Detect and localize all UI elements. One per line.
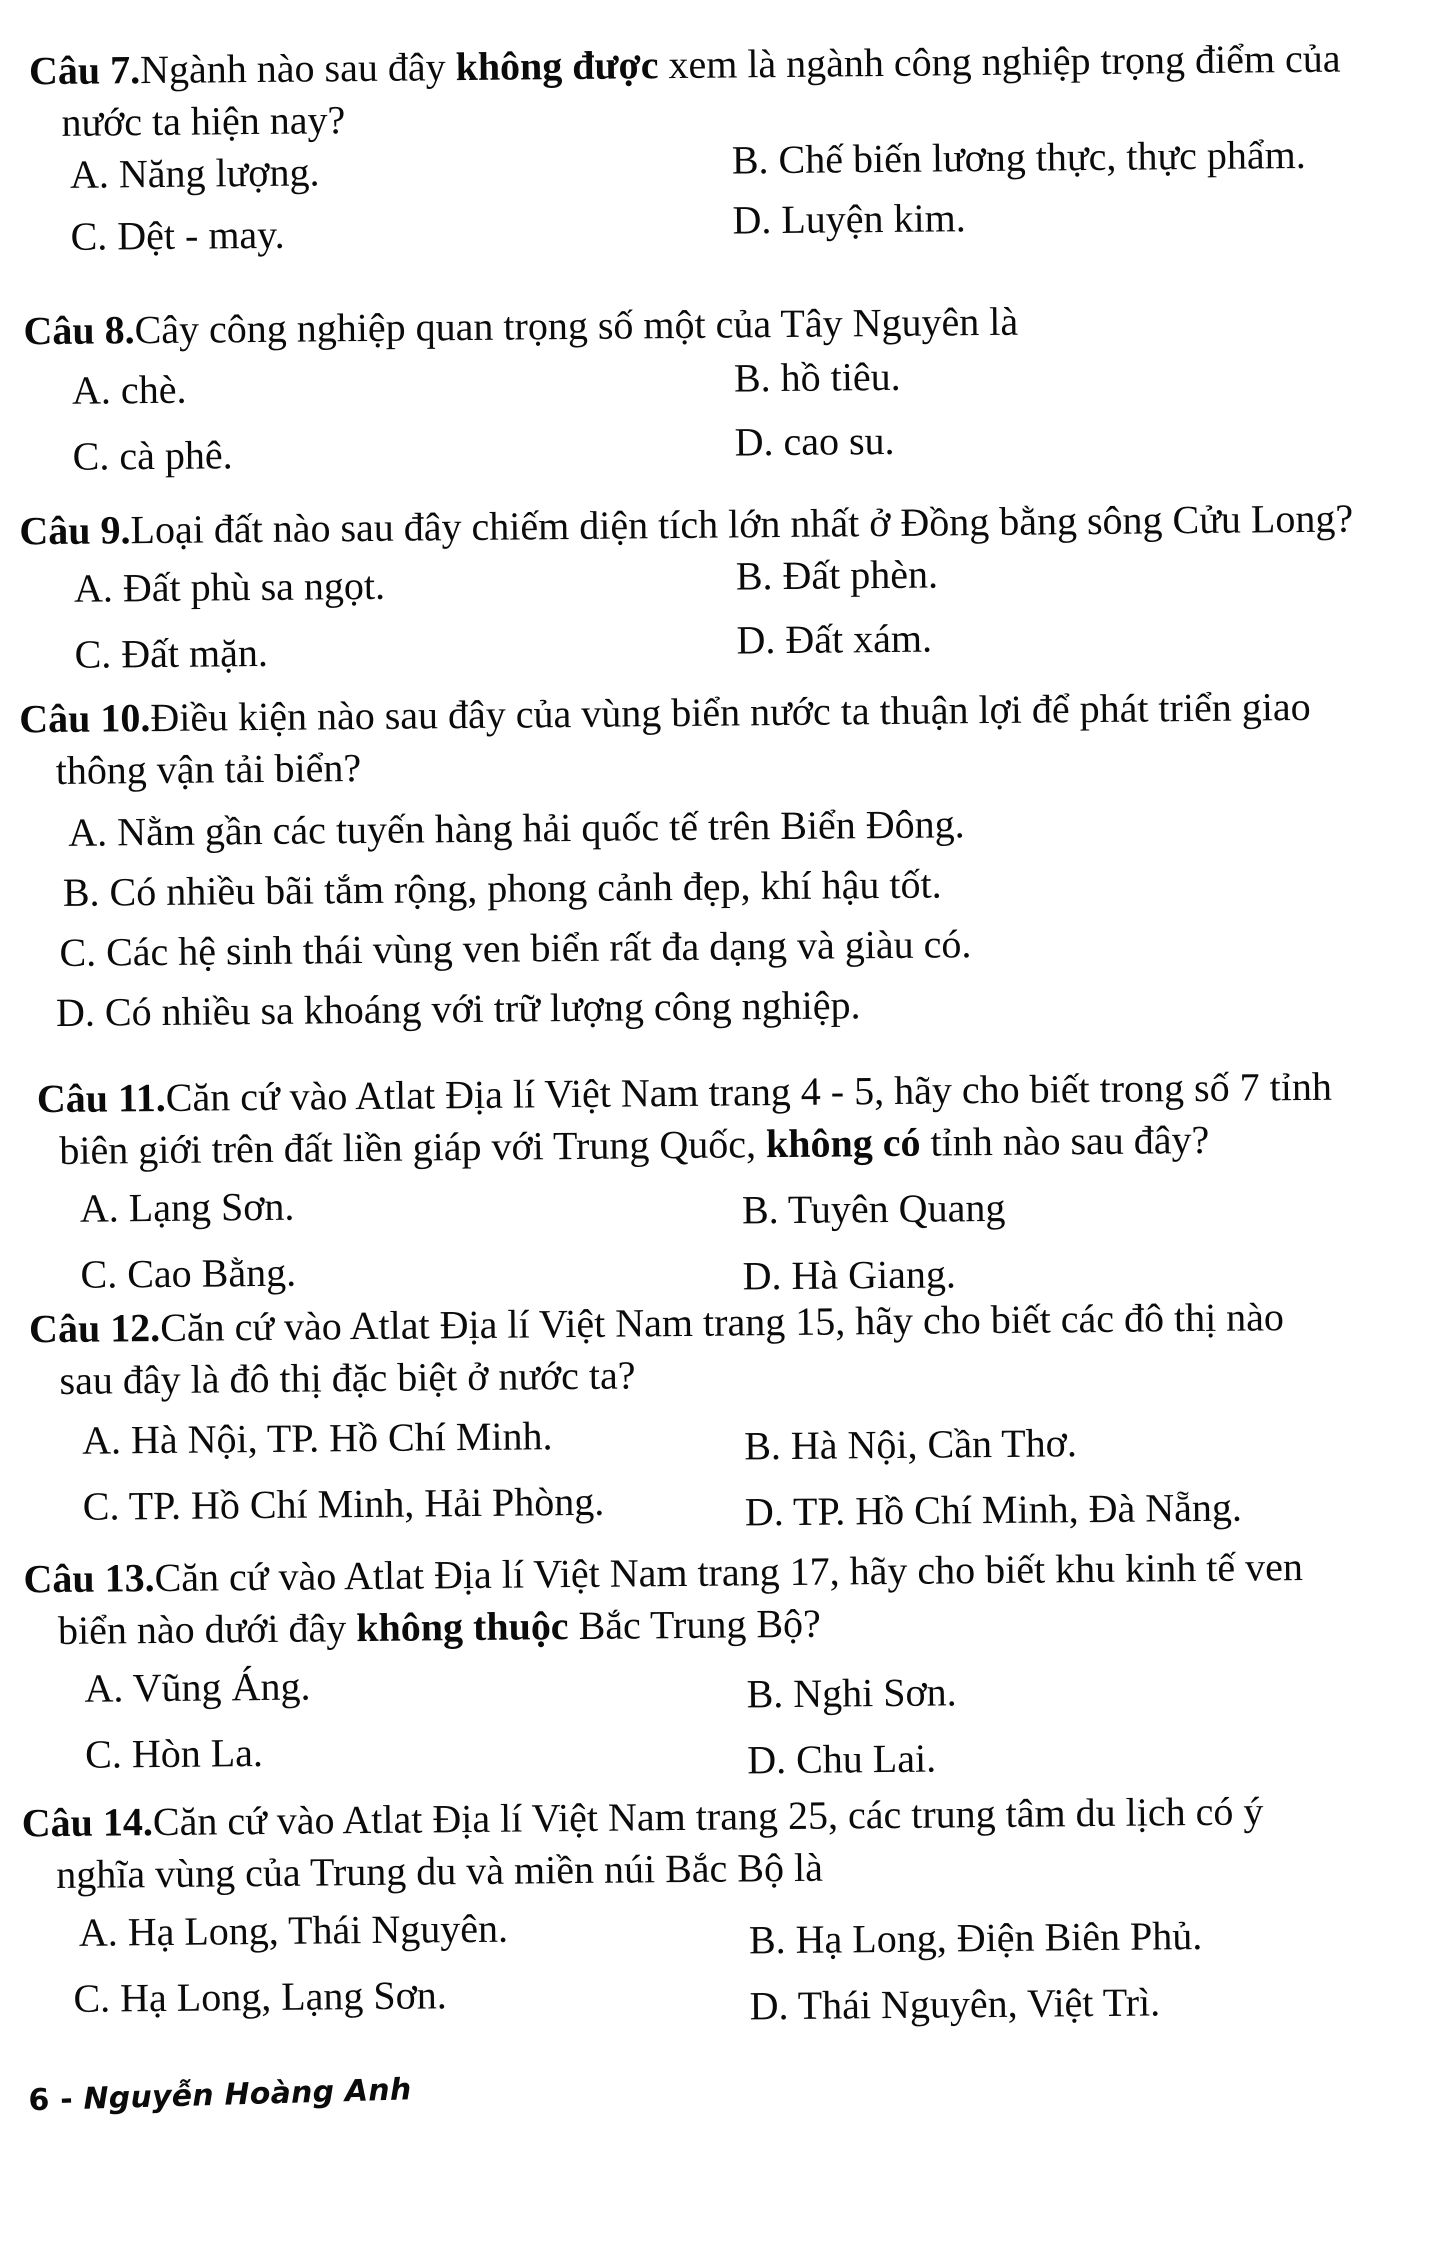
- question-14-option-b[interactable]: B. Hạ Long, Điện Biên Phủ.: [748, 1913, 1203, 1963]
- question-11-option-c[interactable]: C. Cao Bằng.: [80, 1249, 297, 1297]
- question-9-option-b[interactable]: B. Đất phèn.: [735, 551, 939, 599]
- question-12-stem-pre-1: Căn cứ vào Atlat Địa lí Việt Nam trang 15, hãy cho biết các đô thị nào: [159, 1294, 1285, 1351]
- footer-page-number: 6: [27, 2082, 51, 2119]
- question-11-option-d[interactable]: D. Hà Giang.: [742, 1251, 957, 1299]
- question-12-stem-pre-2: sau đây là đô thị đặc biệt ở nước ta?: [59, 1352, 636, 1403]
- question-block-8: [0, 292, 1435, 494]
- question-13-stem-pre-2: biển nào dưới đây: [57, 1605, 357, 1654]
- question-block-12: [3, 1290, 1440, 1544]
- question-14-stem-pre-2: nghĩa vùng của Trung du và miền núi Bắc Bộ là: [56, 1844, 824, 1898]
- question-10-stem-pre-2: thông vận tải biển?: [55, 745, 362, 793]
- question-7-stem-bold-1: không được: [455, 42, 659, 90]
- question-13-option-a[interactable]: A. Vũng Áng.: [84, 1663, 311, 1711]
- question-7-option-c[interactable]: C. Dệt - may.: [70, 211, 285, 259]
- footer-separator: -: [49, 2082, 74, 2118]
- question-12-option-d[interactable]: D. TP. Hồ Chí Minh, Đà Nẵng.: [744, 1484, 1243, 1535]
- question-9-option-c[interactable]: C. Đất mặn.: [74, 629, 269, 677]
- question-7-stem-pre-1: Ngành nào sau đây: [139, 44, 456, 93]
- question-14-option-c[interactable]: C. Hạ Long, Lạng Sơn.: [73, 1972, 448, 2021]
- footer-author-name: Nguyễn Hoàng Anh: [82, 2072, 412, 2117]
- question-11-stem-bold-2: không có: [765, 1119, 921, 1167]
- question-9-stem-pre-1: Loại đất nào sau đây chiếm diện tích lớn nhất ở Đồng bằng sông Cửu Long?: [130, 495, 1354, 553]
- question-10-option-b[interactable]: B. Có nhiều bãi tắm rộng, phong cảnh đẹp, khí hậu tốt.: [62, 861, 942, 915]
- question-block-11: [1, 1060, 1440, 1312]
- question-10-option-a[interactable]: A. Nằm gần các tuyến hàng hải quốc tế trên Biển Đông.: [68, 801, 965, 855]
- question-13-stem-pre-1: Căn cứ vào Atlat Địa lí Việt Nam trang 17, hãy cho biết khu kinh tế ven: [154, 1544, 1304, 1601]
- question-14-number: Câu 14.: [21, 1799, 154, 1846]
- question-11-option-b[interactable]: B. Tuyên Quang: [741, 1184, 1006, 1233]
- question-11-number: Câu 11.: [36, 1074, 166, 1122]
- question-14-stem-pre-1: Căn cứ vào Atlat Địa lí Việt Nam trang 25, các trung tâm du lịch có ý: [152, 1788, 1264, 1845]
- question-8-stem-line-1: [0, 292, 1434, 358]
- question-12-number: Câu 12.: [28, 1305, 161, 1352]
- question-10-option-d[interactable]: D. Có nhiều sa khoáng với trữ lượng công nghiệp.: [55, 982, 861, 1035]
- question-block-9: [0, 492, 1437, 692]
- question-13-stem-bold-2: không thuộc: [356, 1603, 569, 1651]
- question-8-number: Câu 8.: [23, 307, 135, 354]
- question-8-stem-pre-1: Cây công nghiệp quan trọng số một của Tây Nguyên là: [134, 298, 1019, 353]
- question-10-option-c[interactable]: C. Các hệ sinh thái vùng ven biển rất đa dạng và giàu có.: [59, 921, 972, 975]
- question-7-option-d[interactable]: D. Luyện kim.: [732, 195, 966, 243]
- page-footer: [28, 2072, 412, 2118]
- question-10-stem-pre-1: Điều kiện nào sau đây của vùng biển nước ta thuận lợi để phát triển giao: [150, 683, 1311, 741]
- question-9-option-a[interactable]: A. Đất phù sa ngọt.: [73, 562, 386, 611]
- question-11-stem-post-2: tỉnh nào sau đây?: [920, 1116, 1210, 1165]
- question-7-stem-pre-2: nước ta hiện nay?: [61, 97, 346, 145]
- question-7-option-a[interactable]: A. Năng lượng.: [69, 149, 320, 197]
- question-11-stem-pre-2: biên giới trên đất liền giáp với Trung Quốc,: [59, 1121, 767, 1173]
- question-13-number: Câu 13.: [23, 1555, 155, 1602]
- question-13-option-d[interactable]: D. Chu Lai.: [747, 1735, 937, 1783]
- question-7-stem-post-1: xem là ngành công nghiệp trọng điểm của: [658, 35, 1341, 88]
- question-14-option-d[interactable]: D. Thái Nguyên, Việt Trì.: [749, 1979, 1161, 2029]
- question-12-option-b[interactable]: B. Hà Nội, Cần Thơ.: [743, 1420, 1078, 1469]
- question-block-10: [0, 680, 1440, 1040]
- question-12-option-c[interactable]: C. TP. Hồ Chí Minh, Hải Phòng.: [82, 1478, 605, 1529]
- question-block-13: [5, 1540, 1440, 1792]
- question-9-option-d[interactable]: D. Đất xám.: [736, 615, 933, 663]
- question-7-number: Câu 7.: [28, 47, 141, 94]
- question-8-option-d[interactable]: D. cao su.: [734, 417, 895, 465]
- question-13-stem-post-2: Bắc Trung Bộ?: [568, 1600, 822, 1649]
- question-9-stem-line-1: [0, 492, 1436, 558]
- question-9-number: Câu 9.: [19, 507, 131, 554]
- question-block-7: [0, 32, 1433, 274]
- question-13-option-b[interactable]: B. Nghi Sơn.: [746, 1669, 957, 1717]
- question-11-option-a[interactable]: A. Lạng Sơn.: [79, 1183, 295, 1231]
- question-10-number: Câu 10.: [18, 695, 151, 742]
- question-7-option-b[interactable]: B. Chế biến lương thực, thực phẩm.: [731, 131, 1306, 183]
- question-8-option-b[interactable]: B. hồ tiêu.: [733, 353, 901, 401]
- question-13-option-c[interactable]: C. Hòn La.: [84, 1730, 264, 1777]
- question-8-option-c[interactable]: C. cà phê.: [72, 432, 233, 479]
- question-14-option-a[interactable]: A. Hạ Long, Thái Nguyên.: [78, 1905, 509, 1955]
- question-block-14: [8, 1784, 1440, 2036]
- question-11-stem-pre-1: Căn cứ vào Atlat Địa lí Việt Nam trang 4 - 5, hãy cho biết trong số 7 tỉnh: [165, 1063, 1333, 1120]
- question-12-option-a[interactable]: A. Hà Nội, TP. Hồ Chí Minh.: [81, 1413, 553, 1463]
- question-8-option-a[interactable]: A. chè.: [71, 366, 187, 413]
